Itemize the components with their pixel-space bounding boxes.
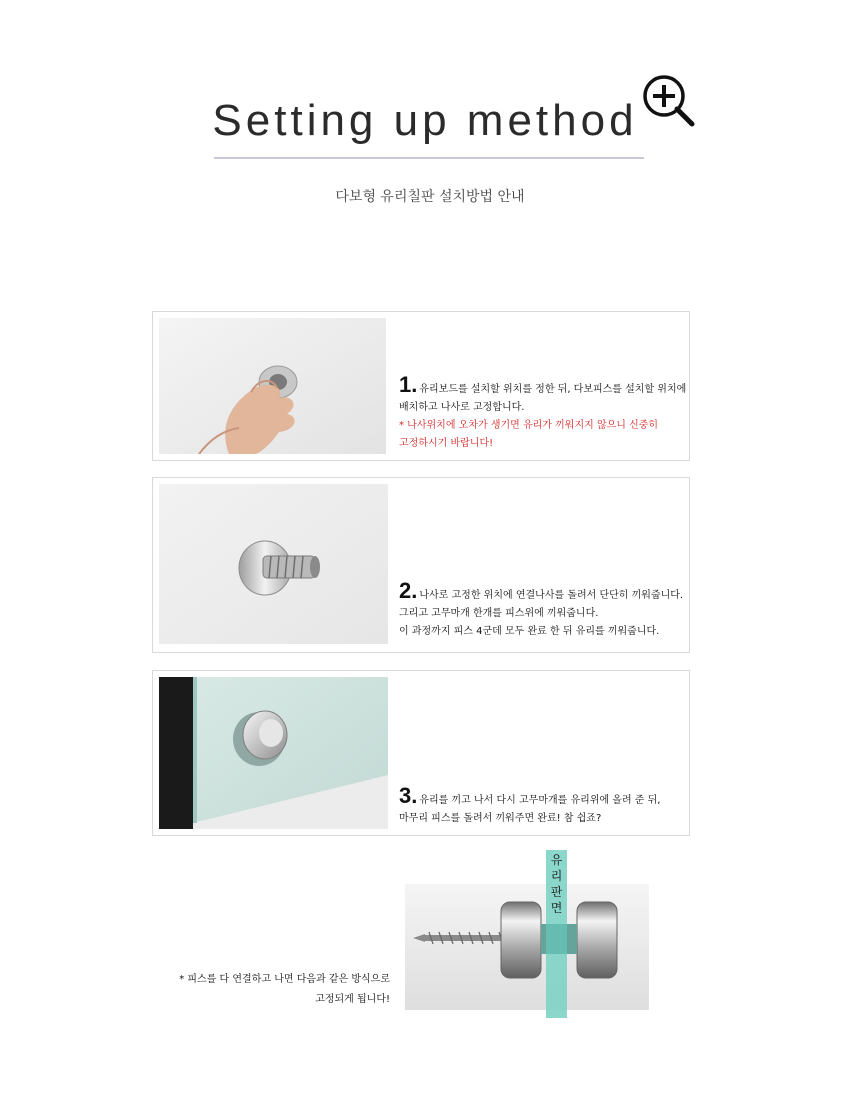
note-line-1: * 피스를 다 연결하고 나면 다음과 같은 방식으로 <box>179 974 390 985</box>
step-3-text <box>399 783 689 828</box>
step-2-line-3: 이 과정까지 피스 4군데 모두 완료 한 뒤 유리를 끼워줍니다. <box>399 626 660 637</box>
step-3-line-1: 유리를 끼고 나서 다시 고무마개를 유리위에 올려 준 뒤, <box>419 795 661 806</box>
step-1-line-1: 유리보드를 설치할 위치를 정한 뒤, 다보피스를 설치할 위치에 <box>419 384 687 395</box>
glass-label-char-3: 판 <box>550 885 563 899</box>
step-1-warning-2: 고정하시기 바랍니다! <box>399 438 494 449</box>
page-title: Setting up method <box>212 96 638 145</box>
step-2-text <box>399 578 689 641</box>
step-card-3 <box>152 670 690 836</box>
step-1-warning-1: * 나사위치에 오차가 생기면 유리가 끼워지지 않으니 신중히 <box>399 420 659 431</box>
step-2-line-2: 그리고 고무마개 한개를 피스위에 끼워줍니다. <box>399 608 599 619</box>
zoom-in-icon[interactable] <box>640 72 696 128</box>
step-2-photo <box>159 484 388 644</box>
step-2-number: 2. <box>399 578 418 603</box>
step-3-line-2: 마무리 피스를 돌려서 끼워주면 완료! 참 쉽죠? <box>399 813 602 824</box>
title-divider <box>214 157 644 159</box>
step-2-line-1: 나사로 고정한 위치에 연결나사를 돌려서 단단히 끼워줍니다. <box>419 590 684 601</box>
step-1-number: 1. <box>399 372 418 397</box>
step-1-photo <box>159 318 386 454</box>
glass-surface-label <box>546 852 567 916</box>
step-card-1 <box>152 311 690 461</box>
step-card-2 <box>152 477 690 653</box>
glass-label-char-2: 리 <box>550 869 563 883</box>
glass-label-char-1: 유 <box>550 853 563 867</box>
step-1-text <box>399 372 689 453</box>
glass-label-char-4: 면 <box>550 901 563 915</box>
step-3-photo <box>159 677 388 829</box>
assembly-note <box>150 970 390 1010</box>
note-line-2: 고정되게 됩니다! <box>315 994 390 1005</box>
page-subtitle: 다보형 유리칠판 설치방법 안내 <box>335 189 525 205</box>
step-1-line-2: 배치하고 나사로 고정합니다. <box>399 402 525 413</box>
assembly-diagram <box>405 850 649 1018</box>
step-3-number: 3. <box>399 783 418 808</box>
